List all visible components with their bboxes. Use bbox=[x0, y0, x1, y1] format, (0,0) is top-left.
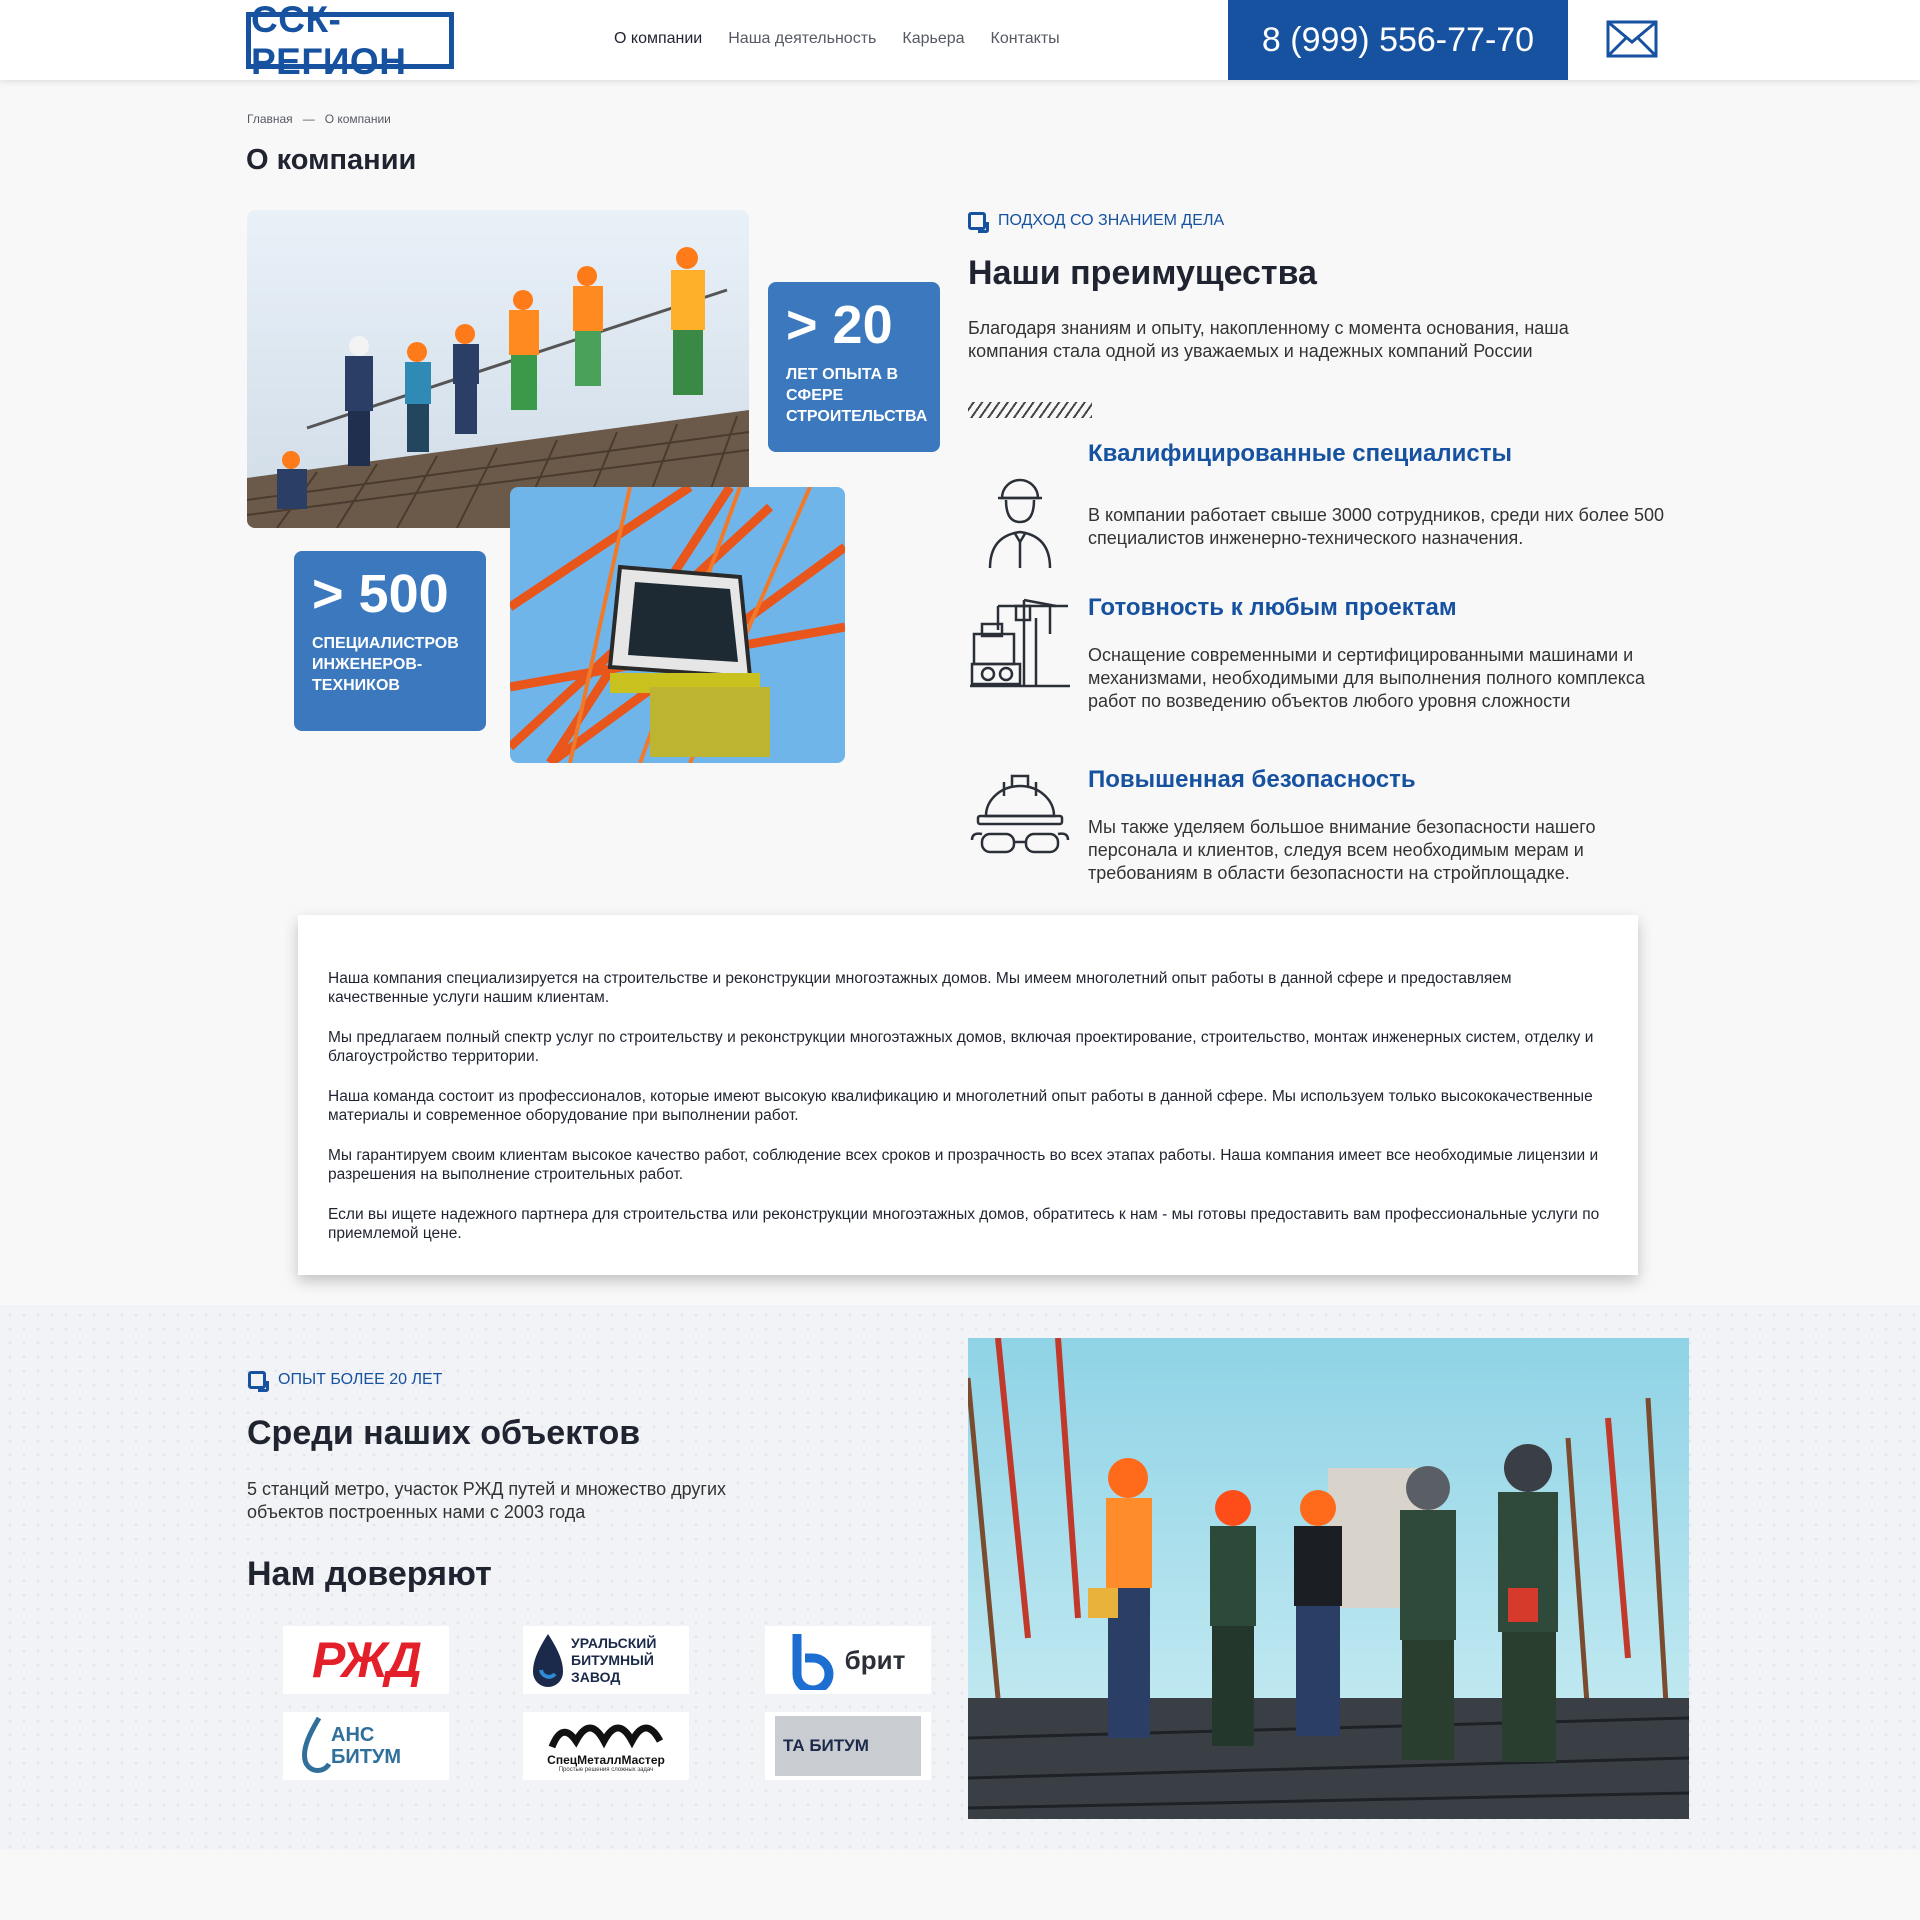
stat-number: > 20 bbox=[786, 295, 893, 355]
client-logo-smm bbox=[523, 1712, 689, 1780]
advantage-text: Оснащение современными и сертифицированными машинами и механизмами, необходимыми для выполнения полного комплекса работ по возведению объектов любого уровня сложности bbox=[1088, 645, 1645, 711]
about-text-card bbox=[298, 915, 1638, 1275]
breadcrumb bbox=[247, 112, 391, 126]
objects-eyebrow bbox=[248, 1371, 442, 1389]
advantages-eyebrow bbox=[968, 212, 1224, 230]
breadcrumb-home[interactable]: Главная bbox=[247, 112, 293, 126]
smm-logo-tagline: Простые решения сложных задач bbox=[558, 1767, 654, 1773]
drop-icon bbox=[531, 1630, 565, 1690]
mail-icon[interactable] bbox=[1606, 20, 1658, 58]
about-paragraph: Наша компания специализируется на строительстве и реконструкции многоэтажных домов. Мы имеем многолетний опыт работы в данной сфере и предоставляем качественные услуги нашим клиентам. bbox=[328, 970, 1512, 1006]
engineer-icon bbox=[968, 468, 1072, 572]
stat-card-specialists bbox=[294, 551, 486, 731]
advantage-text: Мы также уделяем большое внимание безопасности нашего персонала и клиентов, следуя всем необходимым мерам и требованиям в области безопасности на стройплощадке. bbox=[1088, 817, 1596, 883]
logo-text: ССК-РЕГИОН bbox=[251, 0, 407, 82]
hatch-divider bbox=[968, 402, 1092, 418]
advantage-item bbox=[968, 766, 1678, 896]
nav-item-career[interactable]: Карьера bbox=[902, 30, 965, 47]
smm-logo-text: СпецМеталлМастер bbox=[547, 1753, 665, 1767]
nav-item-contacts[interactable]: Контакты bbox=[990, 30, 1060, 47]
client-logo-ta bbox=[765, 1712, 931, 1780]
safety-helmet-icon bbox=[968, 766, 1072, 870]
advantage-text: В компании работает свыше 3000 сотрудников, среди них более 500 специалистов инженерно-технического назначения. bbox=[1088, 505, 1665, 548]
about-paragraph: Мы предлагаем полный спектр услуг по строительству и реконструкции многоэтажных домов, включая проектирование, строительство, монтаж инженерных систем, отделку и благоустройство территории. bbox=[328, 1029, 1594, 1065]
stat-label: ЛЕТ ОПЫТА В СФЕРЕ СТРОИТЕЛЬСТВА bbox=[786, 366, 928, 425]
ans-drop-icon bbox=[301, 1716, 331, 1776]
machinery-icon bbox=[968, 594, 1072, 698]
logo[interactable] bbox=[246, 0, 454, 82]
advantage-item bbox=[968, 594, 1678, 744]
stat-label: СПЕЦИАЛИСТРОВ ИНЖЕНЕРОВ-ТЕХНИКОВ bbox=[312, 635, 459, 694]
client-logo-ubz bbox=[523, 1626, 689, 1694]
client-logo-ans bbox=[283, 1712, 449, 1780]
rzd-logo-text: РЖД bbox=[312, 1632, 420, 1688]
advantage-title: Готовность к любым проектам bbox=[1088, 594, 1457, 621]
objects-lead: 5 станций метро, участок РЖД путей и множество других объектов построенных нами с 2003 года bbox=[247, 1479, 727, 1522]
team-photo bbox=[968, 1338, 1689, 1819]
main-nav bbox=[614, 30, 1060, 48]
objects-title: Среди наших объектов bbox=[247, 1414, 641, 1452]
smm-wave-icon bbox=[546, 1719, 666, 1753]
about-paragraph: Мы гарантируем своим клиентам высокое качество работ, соблюдение всех сроков и прозрачность во всех этапах работы. Наша компания имеет все необходимые лицензии и разрешения на выполнение строительных работ. bbox=[328, 1147, 1599, 1183]
ans-logo-text: АНС БИТУМ bbox=[331, 1724, 402, 1768]
nav-item-about[interactable]: О компании bbox=[614, 30, 703, 47]
about-paragraph: Наша команда состоит из профессионалов, которые имеют высокую квалификацию и многолетний опыт работы в данной сфере. Мы используем только высококачественные материалы и современное оборудование при выполнении работ. bbox=[328, 1088, 1593, 1124]
advantages-title: Наши преимущества bbox=[968, 254, 1317, 292]
stat-card-experience bbox=[768, 282, 940, 452]
crane-photo bbox=[510, 487, 845, 763]
about-paragraph: Если вы ищете надежного партнера для строительства или реконструкции многоэтажных домов, обратитесь к нам - мы готовы предоставить вам профессиональные услуги по приемлемой цене. bbox=[328, 1206, 1600, 1242]
nav-item-activity[interactable]: Наша деятельность bbox=[728, 30, 877, 47]
brit-logo-text: брит bbox=[844, 1644, 906, 1675]
site-header bbox=[0, 0, 1920, 80]
stat-number: > 500 bbox=[312, 564, 449, 624]
breadcrumb-sep: — bbox=[302, 112, 315, 126]
phone-button[interactable]: 8 (999) 556-77-70 bbox=[1228, 0, 1568, 80]
advantage-item bbox=[968, 440, 1678, 580]
page-title: О компании bbox=[246, 144, 417, 176]
checkbox-square-icon bbox=[248, 1371, 266, 1389]
eyebrow-text: ПОДХОД СО ЗНАНИЕМ ДЕЛА bbox=[998, 212, 1225, 229]
advantages-lead: Благодаря знаниям и опыту, накопленному с момента основания, наша компания стала одной из уважаемых и надежных компаний России bbox=[968, 318, 1569, 361]
ta-badge bbox=[775, 1716, 921, 1776]
eyebrow-text: ОПЫТ БОЛЕЕ 20 ЛЕТ bbox=[278, 1371, 443, 1388]
advantage-title: Повышенная безопасность bbox=[1088, 766, 1416, 793]
advantage-title: Квалифицированные специалисты bbox=[1088, 440, 1512, 467]
trust-title: Нам доверяют bbox=[247, 1555, 492, 1593]
client-logo-brit bbox=[765, 1626, 931, 1694]
client-logo-rzd bbox=[283, 1626, 449, 1694]
workers-photo bbox=[247, 210, 749, 528]
checkbox-square-icon bbox=[968, 212, 986, 230]
ta-logo-text: ТА БИТУМ bbox=[783, 1736, 869, 1755]
brit-b-icon bbox=[791, 1630, 837, 1690]
ubz-logo-text: УРАЛЬСКИЙ БИТУМНЫЙ ЗАВОД bbox=[571, 1634, 657, 1685]
breadcrumb-current: О компании bbox=[324, 112, 391, 126]
